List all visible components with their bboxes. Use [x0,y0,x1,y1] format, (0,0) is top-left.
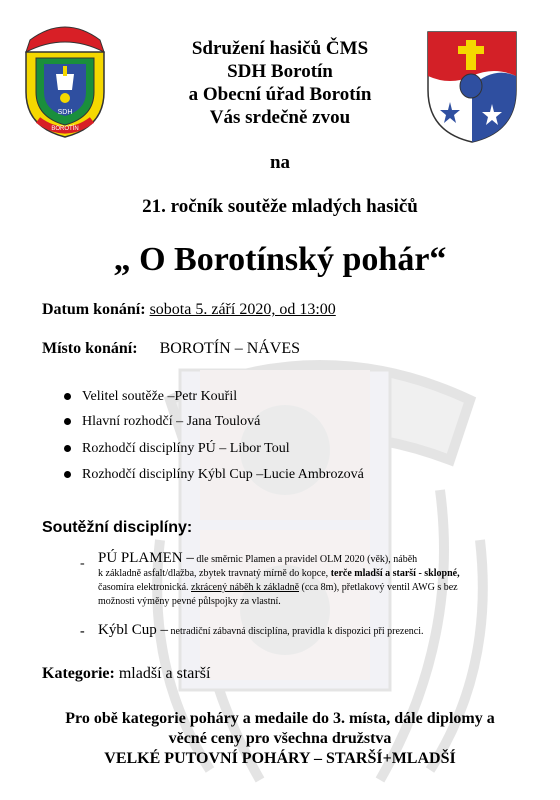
discipline-pu: PÚ PLAMEN – dle směrnic Plamen a pravidel OLM 2020 (věk), náběh k základně asfalt/dlažba, zbytek travnatý mírně do kopce, terče mladší a starší - sklopné, časomíra elektronická. zkrácený náběh k základně (cca 8m), přetlakový ventil AWG s bez možnosti výměny pevné půlspojky za vlastní. [98,550,460,607]
competition-title: „ O Borotínský pohár“ [113,241,447,278]
official-item: Hlavní rozhodčí – Jana Toulová [64,413,260,431]
footer-line-3: VELKÉ PUTOVNÍ POHÁRY – STARŠÍ+MLADŠÍ [104,750,456,767]
discipline-kybl-name: Kýbl Cup – [98,622,169,638]
dash-marker: - [80,624,85,639]
dash-marker: - [80,556,85,571]
emblem-sdh-text: SDH [57,109,73,116]
date-label: Datum konání: [42,301,146,318]
date-value: sobota 5. září 2020, od 13:00 [149,301,336,318]
bullet-icon [64,471,71,478]
header-line-4: Vás srdečně zvou [209,107,351,128]
disciplines-heading: Soutěžní disciplíny: [42,519,193,536]
official-item: Rozhodčí disciplíny PÚ – Libor Toul [64,440,290,458]
discipline-pu-name: PÚ PLAMEN – [98,550,194,566]
bullet-icon [64,445,71,452]
category-label: Kategorie: [42,665,115,682]
emblem-town-text: BOROTÍN [51,126,79,132]
discipline-kybl: Kýbl Cup – netradiční zábavná disciplína, pravidla k dispozici při prezenci. [98,622,424,638]
competition-subtitle: 21. ročník soutěže mladých hasičů [142,196,418,217]
place-label: Místo konání: [42,340,138,357]
footer-line-2: věcné ceny pro všechna družstva [168,730,392,747]
category-value: mladší a starší [114,665,211,682]
header-line-2: SDH Borotín [227,61,333,82]
footer-line-1: Pro obě kategorie poháry a medaile do 3. místa, dále diplomy a [65,710,495,727]
place-value: BOROTÍN – NÁVES [159,340,301,357]
official-item: Rozhodčí disciplíny Kýbl Cup –Lucie Ambrozová [64,466,364,484]
category-row [42,665,210,683]
official-item: Velitel soutěže –Petr Kouřil [64,388,237,406]
bullet-icon [64,393,71,400]
header-line-3: a Obecní úřad Borotín [188,84,372,105]
sdh-emblem [20,22,110,142]
place-row [42,340,300,358]
date-row [42,301,336,319]
header-na: na [269,152,291,173]
header-line-1: Sdružení hasičů ČMS [191,38,369,59]
bullet-icon [64,418,71,425]
